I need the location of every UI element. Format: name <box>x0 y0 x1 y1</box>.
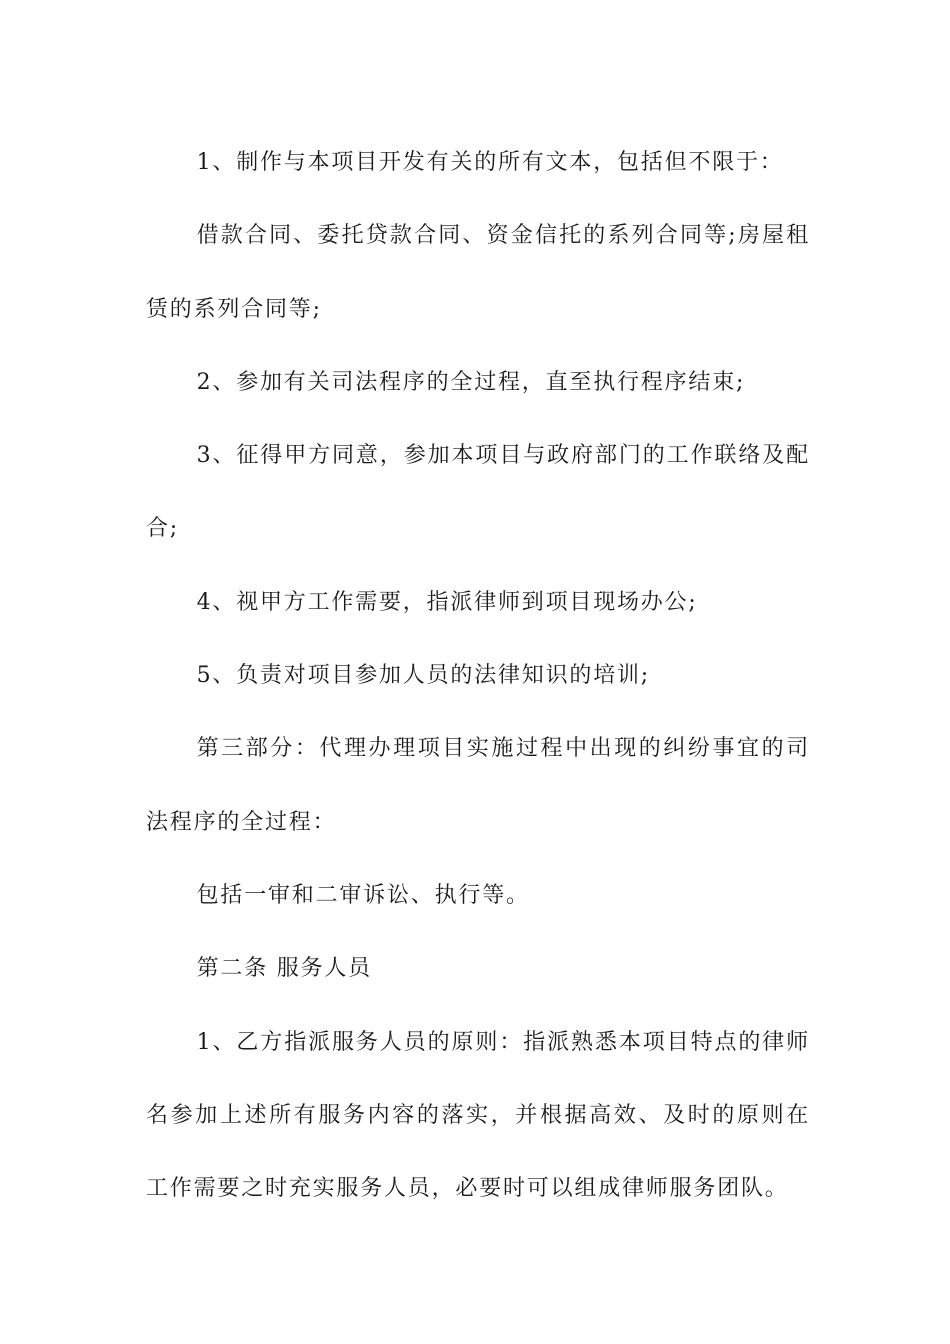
paragraph-item-3: 2、参加有关司法程序的全过程，直至执行程序结束; <box>196 369 746 395</box>
paragraph-item-5: 4、视甲方工作需要，指派律师到项目现场办公; <box>196 589 698 615</box>
section-heading-part-three: 第三部分：代理办理项目实施过程中出现的纠纷事宜的司法程序的全过程： <box>146 736 810 835</box>
paragraph-item-10: 1、乙方指派服务人员的原则：指派熟悉本项目特点的律师名参加上述所有服务内容的落实，并根据高效、及时的原则在工作需要之时充实服务人员，必要时可以组成律师服务团队。 <box>146 1029 810 1202</box>
paragraph-item-2: 借款合同、委托贷款合同、资金信托的系列合同等;房屋租赁的系列合同等; <box>146 223 810 322</box>
paragraph-item-6: 5、负责对项目参加人员的法律知识的培训; <box>196 663 651 689</box>
article-heading-service-staff: 第二条 服务人员 <box>196 956 372 982</box>
paragraph-item-1: 1、制作与本项目开发有关的所有文本，包括但不限于： <box>196 150 784 175</box>
document-body <box>146 126 810 1225</box>
paragraph-item-8: 包括一审和二审诉讼、执行等。 <box>196 882 530 908</box>
paragraph-item-4: 3、征得甲方同意，参加本项目与政府部门的工作联络及配合; <box>146 443 810 542</box>
